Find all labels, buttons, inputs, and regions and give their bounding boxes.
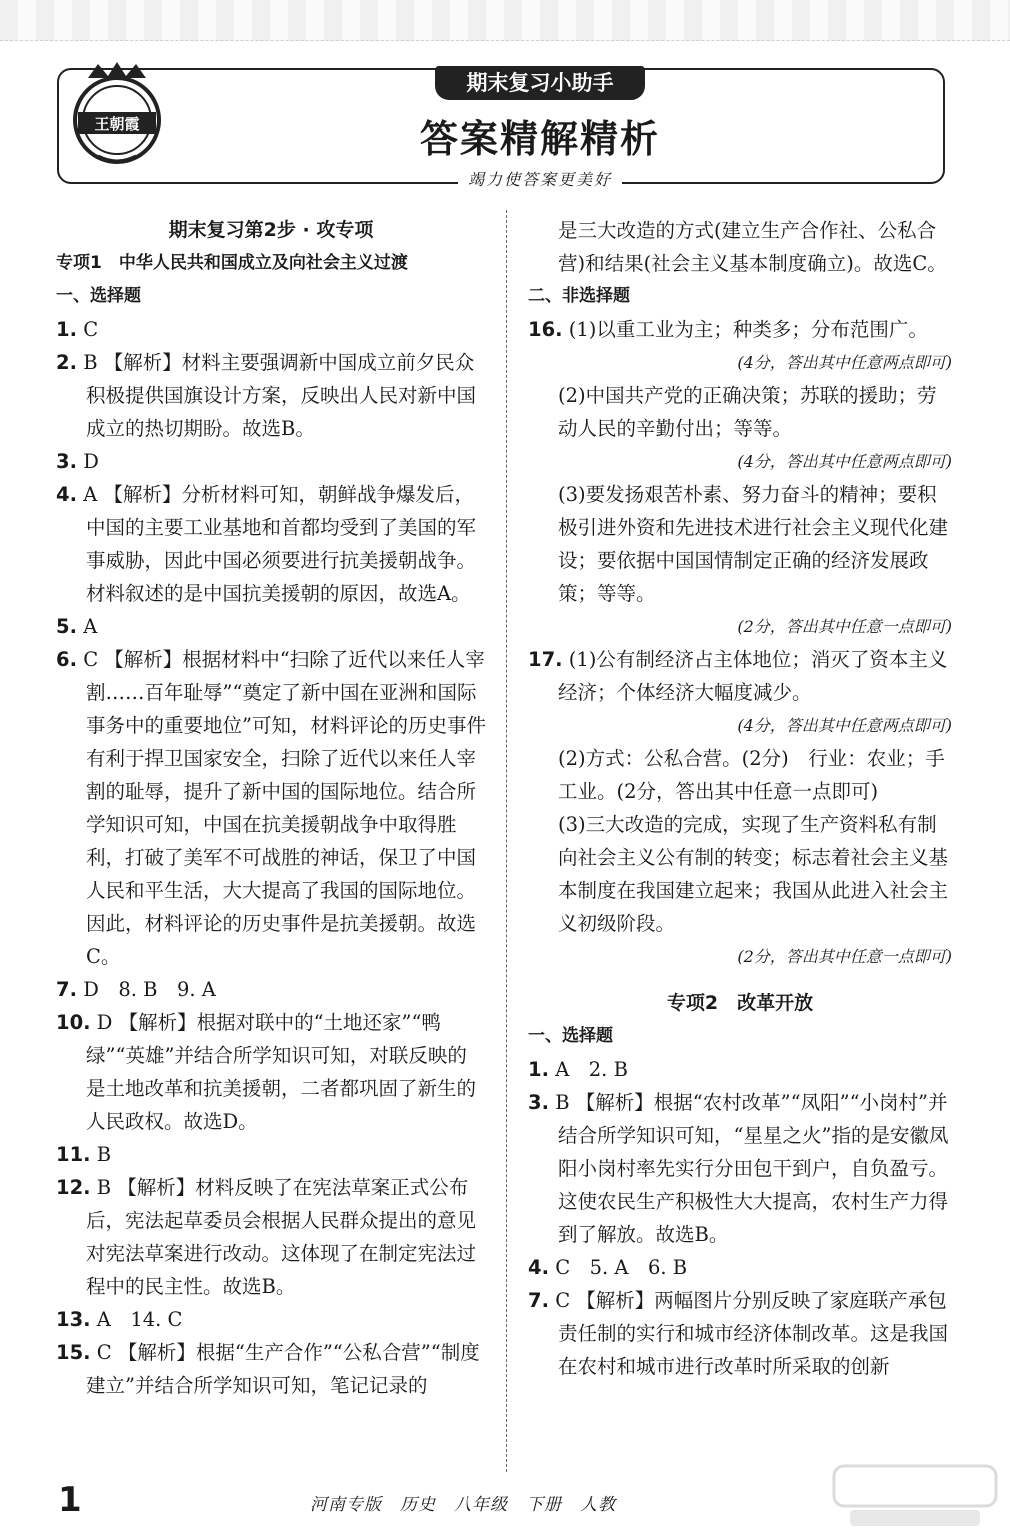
topic1-nonchoice-header: 二、非选择题	[528, 286, 630, 306]
score-note: (2分，答出其中任意一点即可)	[737, 617, 952, 636]
answer-item: 3. D	[56, 450, 99, 473]
answer-item: 6. C 【解析】根据材料中“扫除了近代以来任人宰割……百年耻辱”“奠定了新中国在亚洲和国际事务中的重要地位”可知，材料评论的历史事件有利于捍卫国家安全，扫除了近代以来任人宰割的耻辱，提升了新中国的国际地位。结合所学知识可知，中国在抗美援朝战争中取得胜利，打破了美军不可战胜的神话，保卫了中国人民和平生活，大大提高了我国的国际地位。因此，材料评论的历史事件是抗美援朝。故选C。	[56, 648, 486, 968]
topic1-choice-header: 一、选择题	[56, 286, 141, 306]
torn-page-edge	[0, 0, 1010, 41]
answer-item: 2. B 【解析】材料主要强调新中国成立前夕民众积极提供国旗设计方案，反映出人民对新中国成立的热切期盼。故选B。	[56, 351, 477, 440]
page-number: 1	[58, 1480, 82, 1520]
answer-item: 5. A	[56, 615, 98, 638]
answer-item: 4. C 5. A 6. B	[528, 1256, 688, 1279]
q17-part2: (2)方式：公私合营。(2分) 行业：农业；手工业。(2分，答出其中任意一点即可)	[558, 747, 945, 803]
topic1-title: 专项1 中华人民共和国成立及向社会主义过渡	[56, 253, 408, 273]
slogan: 竭力使答案更美好	[458, 168, 622, 192]
answer-item: 7. C 【解析】两幅图片分别反映了家庭联产承包责任制的实行和城市经济体制改革。这是我国在农村和城市进行改革时所采取的创新	[528, 1289, 949, 1378]
edition-info: 河南专版 历史 八年级 下册 人教	[310, 1495, 616, 1515]
answer-item: 1. A 2. B	[528, 1058, 628, 1081]
section-title: 期末复习第2步 · 攻专项	[168, 219, 374, 241]
logo-emblem-icon	[68, 58, 166, 168]
topic2-choice-header: 一、选择题	[528, 1026, 613, 1046]
q17-part3: (3)三大改造的完成，实现了生产资料私有制向社会主义公有制的转变；标志着社会主义基本制度在我国建立起来；我国从此进入社会主义初级阶段。	[558, 813, 949, 935]
answer-item: 10. D 【解析】根据对联中的“土地还家”“鸭绿”“英雄”并结合所学知识可知，对联反映的是土地改革和抗美援朝，二者都巩固了新生的人民政权。故选D。	[56, 1011, 477, 1133]
right-column	[528, 214, 952, 1383]
answer-item: 12. B 【解析】材料反映了在宪法草案正式公布后，宪法起草委员会根据人民群众提出的意见对宪法草案进行改动。这体现了在制定宪法过程中的民主性。故选B。	[56, 1176, 477, 1298]
answer-item: 11. B	[56, 1143, 112, 1166]
q16-part2: (2)中国共产党的正确决策；苏联的援助；劳动人民的辛勤付出；等等。	[558, 384, 937, 440]
page-title: 答案精解精析	[419, 117, 660, 161]
logo-text: 王朝霞	[94, 115, 140, 133]
watermark-icon	[830, 1460, 1000, 1530]
answer-item: 7. D 8. B 9. A	[56, 978, 216, 1001]
q17-part1: 17. (1)公有制经济占主体地位；消灭了资本主义经济；个体经济大幅度减少。	[528, 648, 948, 704]
answer-item: 3. B 【解析】根据“农村改革”“凤阳”“小岗村”并结合所学知识可知，“星星之火”指的是安徽凤阳小岗村率先实行分田包干到户，自负盈亏。这使农民生产积极性大大提高，农村生产力得到了解放。故选B。	[528, 1091, 949, 1246]
q16-part1: 16. (1)以重工业为主；种类多；分布范围广。	[528, 318, 928, 341]
score-note: (4分，答出其中任意两点即可)	[737, 452, 952, 471]
item15-continuation: 是三大改造的方式(建立生产合作社、公私合营)和结果(社会主义基本制度确立)。故选C。	[558, 219, 947, 275]
column-divider	[506, 210, 507, 1472]
answer-item: 4. A 【解析】分析材料可知，朝鲜战争爆发后，中国的主要工业基地和首都均受到了美国的军事威胁，因此中国必须要进行抗美援朝战争。材料叙述的是中国抗美援朝的原因，故选A。	[56, 483, 477, 605]
topic2-title: 专项2 改革开放	[666, 992, 814, 1014]
slogan-row	[380, 168, 700, 192]
answer-item: 15. C 【解析】根据“生产合作”“公私合营”“制度建立”并结合所学知识可知，笔记记录的	[56, 1341, 480, 1397]
score-note: (2分，答出其中任意一点即可)	[737, 947, 952, 966]
score-note: (4分，答出其中任意两点即可)	[737, 353, 952, 372]
header-tab-label: 期末复习小助手	[435, 66, 645, 100]
q16-part3: (3)要发扬艰苦朴素、努力奋斗的精神；要积极引进外资和先进技术进行社会主义现代化建设；要依据中国国情制定正确的经济发展政策；等等。	[558, 483, 949, 605]
left-column	[56, 214, 486, 1402]
answer-item: 13. A 14. C	[56, 1308, 183, 1331]
score-note: (4分，答出其中任意两点即可)	[737, 716, 952, 735]
answer-item: 1. C	[56, 318, 99, 341]
